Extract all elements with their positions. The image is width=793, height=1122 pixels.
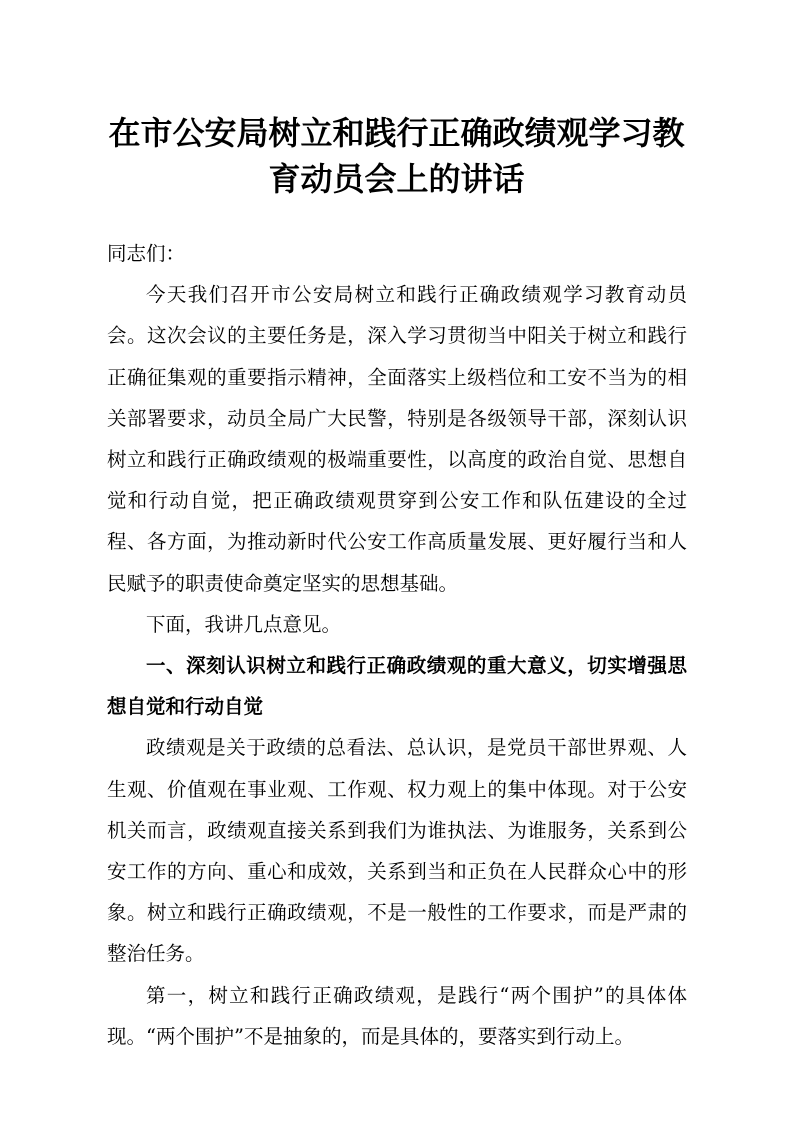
paragraph-section1-body: 政绩观是关于政绩的总看法、总认识，是党员干部世界观、人生观、价值观在事业观、工作观、权力观上的集中体现。对于公安机关而言，政绩观直接关系到我们为谁执法、为谁服务，关系到公安工作的方向、重心和成效，关系到当和正负在人民群众心中的形象。树立和践行正确政绩观，不是一般性的工作要求，而是严肃的整治任务。 (107, 736, 687, 966)
title-line-2: 育动员会上的讲话 (268, 160, 525, 198)
title-line-1: 在市公安局树立和践行正确政绩观学习教 (108, 114, 685, 152)
salutation: 同志们： (107, 242, 186, 265)
paragraph-point-1: 第一，树立和践行正确政绩观，是践行“两个围护”的具体体现。“两个围护”不是抽象的，而是具体的，要落实到行动上。 (107, 983, 687, 1048)
paragraph-intro: 今天我们召开市公安局树立和践行正确政绩观学习教育动员会。这次会议的主要任务是，深入学习贯彻当中阳关于树立和践行正确征集观的重要指示精神，全面落实上级档位和工安不当为的相关部署要求，动员全局广大民警，特别是各级领导干部，深刻认识树立和践行正确政绩观的极端重要性，以高度的政治自觉、思想自觉和行动自觉，把正确政绩观贯穿到公安工作和队伍建设的全过程、各方面，为推动新时代公安工作高质量发展、更好履行当和人民赋予的职责使命奠定坚实的思想基础。 (107, 283, 687, 595)
paragraph-outline: 下面，我讲几点意见。 (146, 612, 342, 636)
document-body (107, 233, 687, 1057)
section-heading-1: 一、深刻认识树立和践行正确政绩观的重大意义，切实增强思想自觉和行动自觉 (107, 654, 687, 719)
document-title (90, 110, 703, 202)
